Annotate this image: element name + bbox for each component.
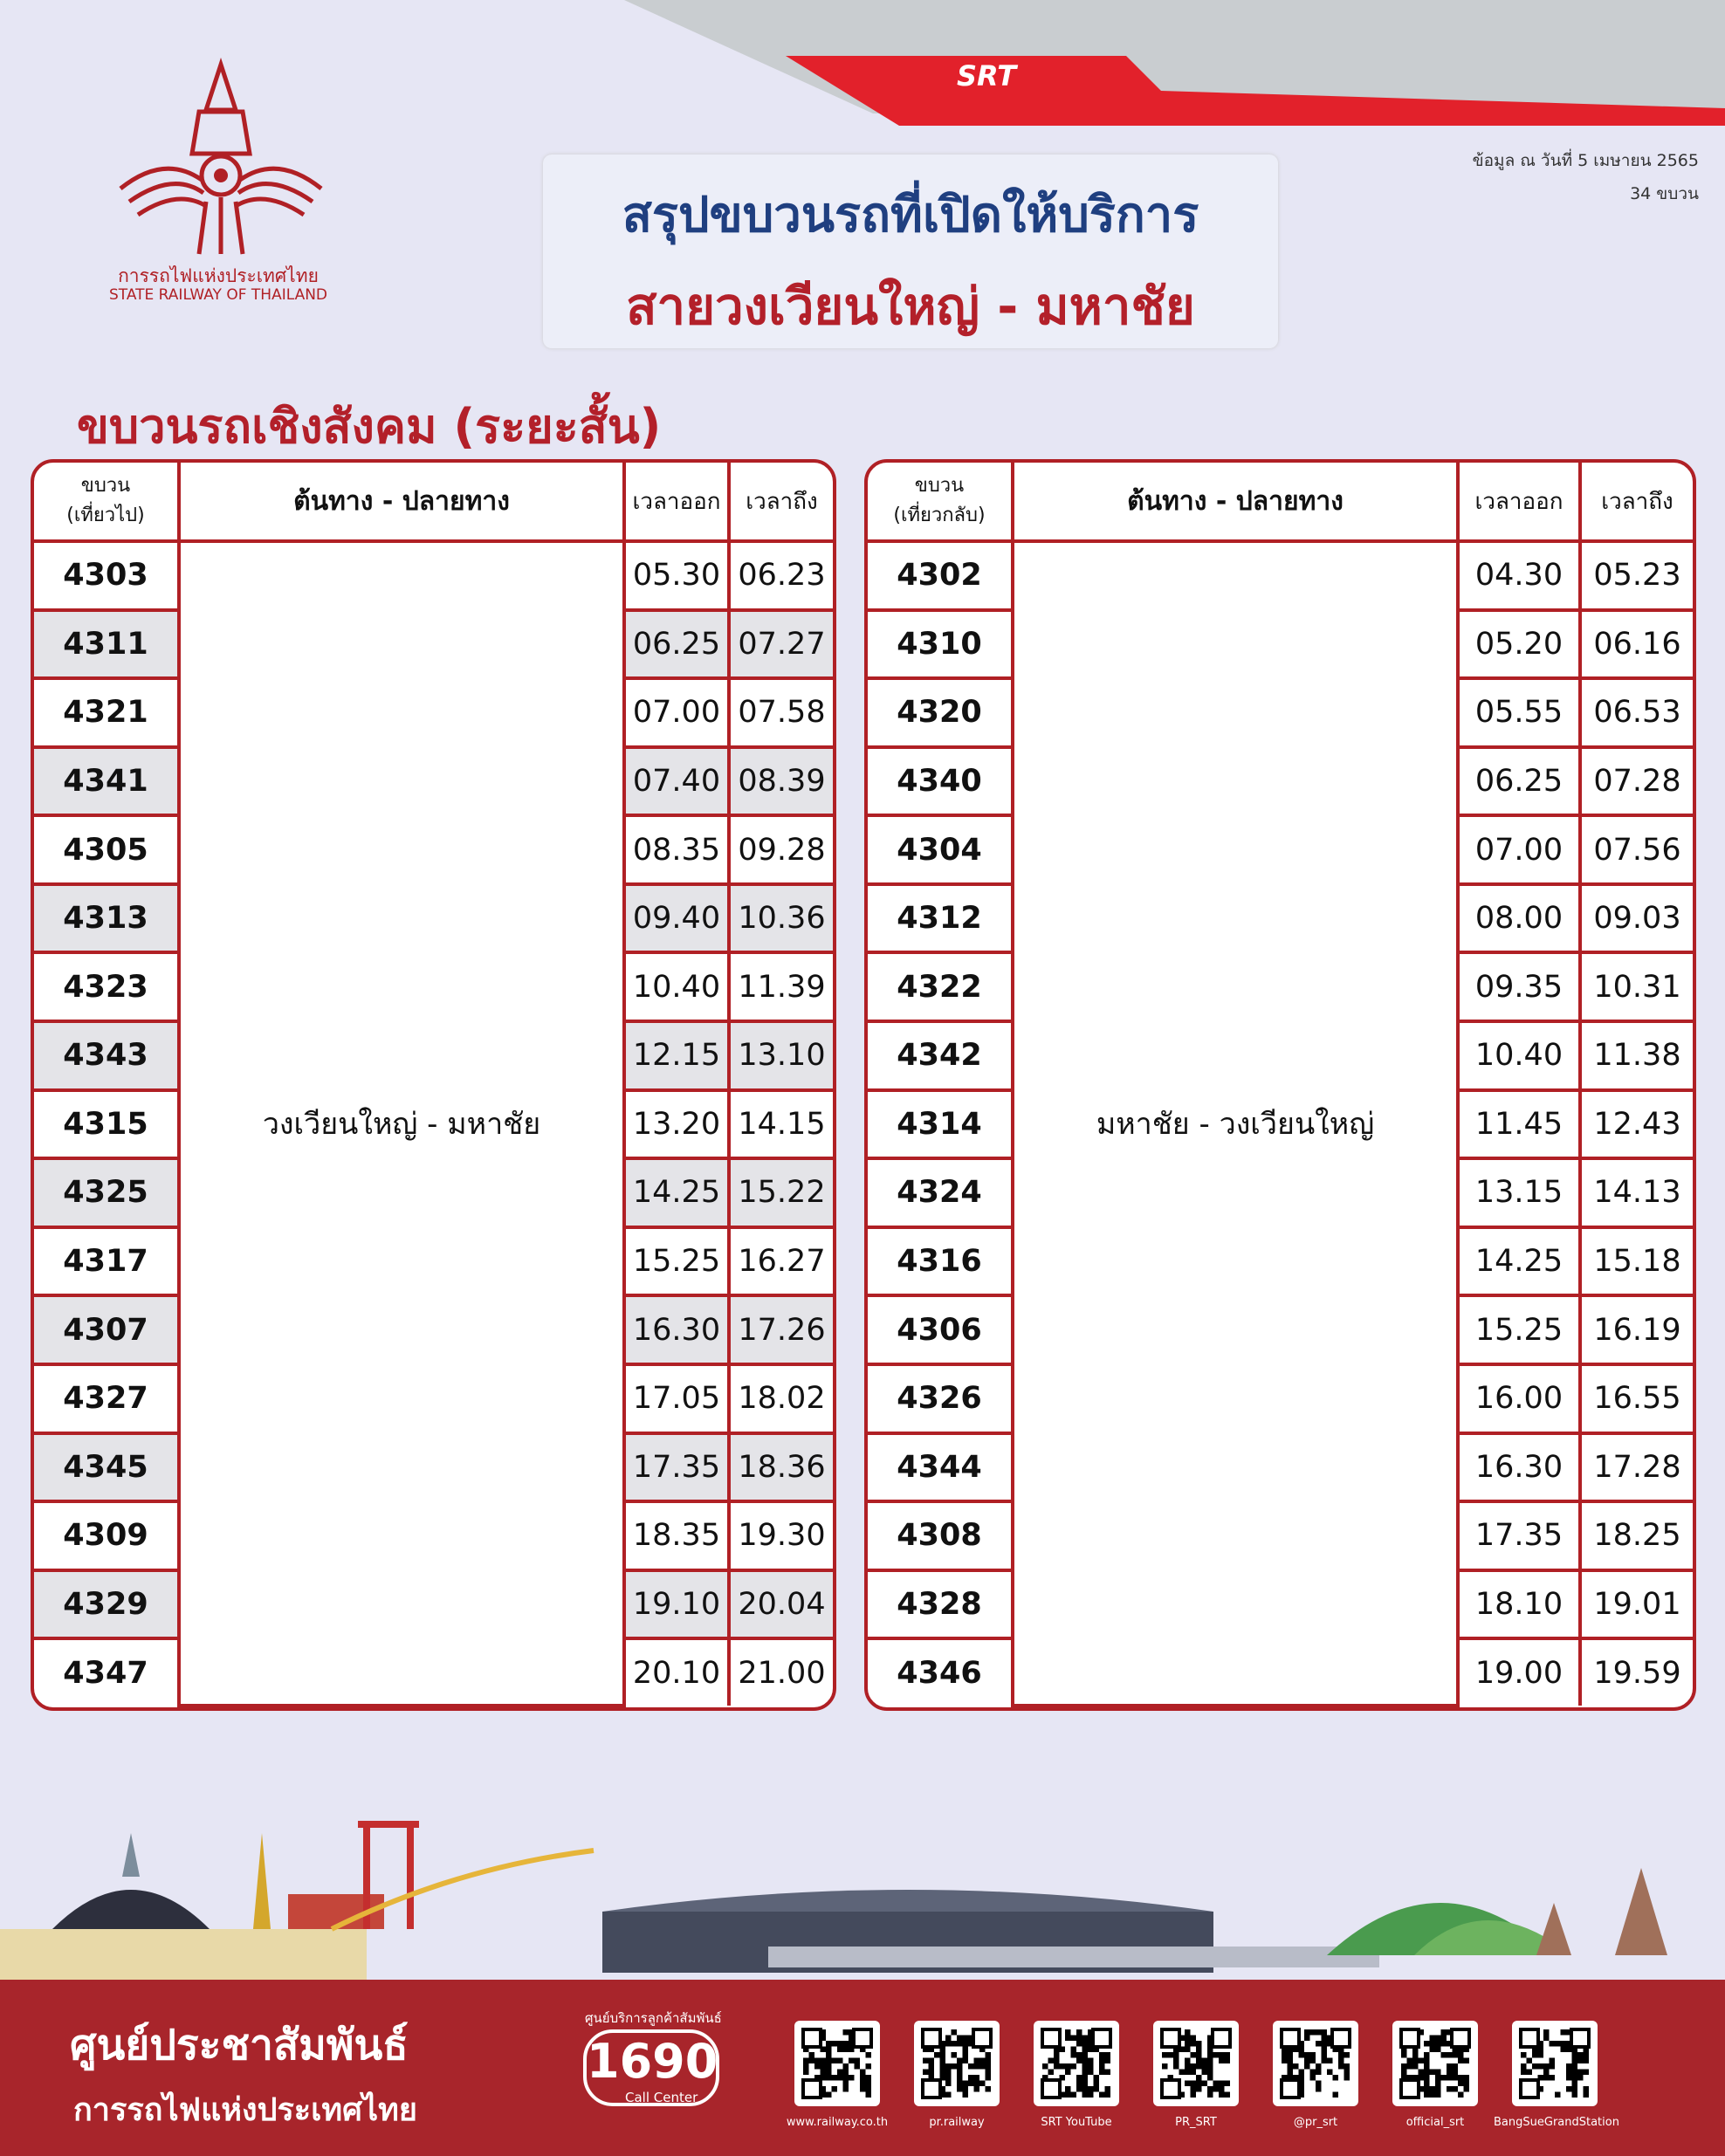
srt-emblem-icon xyxy=(103,58,339,258)
depart-time: 15.25 xyxy=(1458,1295,1580,1364)
train-number: 4340 xyxy=(868,747,1013,816)
depart-time: 07.00 xyxy=(624,678,729,747)
depart-time: 18.35 xyxy=(624,1501,729,1570)
arrive-time: 21.00 xyxy=(729,1638,833,1706)
arrive-time: 20.04 xyxy=(729,1570,833,1639)
arrive-time: 14.13 xyxy=(1580,1158,1693,1227)
train-number: 4308 xyxy=(868,1501,1013,1570)
train-number: 4341 xyxy=(34,747,179,816)
col-depart: เวลาออก xyxy=(1458,463,1580,541)
train-number: 4306 xyxy=(868,1295,1013,1364)
depart-time: 07.40 xyxy=(624,747,729,816)
data-date xyxy=(1473,144,1699,210)
arrive-time: 09.03 xyxy=(1580,884,1693,953)
org-name-en: STATE RAILWAY OF THAILAND xyxy=(108,286,328,304)
qr-label: pr.railway xyxy=(929,2116,985,2129)
depart-time: 09.40 xyxy=(624,884,729,953)
depart-time: 19.10 xyxy=(624,1570,729,1639)
train-number: 4326 xyxy=(868,1364,1013,1433)
qr-label: official_srt xyxy=(1405,2116,1465,2129)
train-count: 34 ขบวน xyxy=(1630,184,1699,203)
train-number: 4346 xyxy=(868,1638,1013,1706)
train-number: 4304 xyxy=(868,815,1013,884)
col-arrive: เวลาถึง xyxy=(1580,463,1693,541)
train-number: 4323 xyxy=(34,952,179,1021)
qr-code-icon[interactable] xyxy=(914,2021,1000,2106)
train-number: 4343 xyxy=(34,1021,179,1090)
arrive-time: 10.31 xyxy=(1580,952,1693,1021)
depart-time: 13.20 xyxy=(624,1090,729,1159)
call-center-number[interactable]: 1690 xyxy=(583,2029,719,2106)
arrive-time: 06.16 xyxy=(1580,610,1693,679)
footer-org: การรถไฟแห่งประเทศไทย xyxy=(73,2092,417,2128)
depart-time: 17.05 xyxy=(624,1364,729,1433)
depart-time: 10.40 xyxy=(624,952,729,1021)
train-number: 4307 xyxy=(34,1295,179,1364)
arrive-time: 17.26 xyxy=(729,1295,833,1364)
title-box xyxy=(543,154,1278,348)
depart-time: 06.25 xyxy=(624,610,729,679)
train-number: 4320 xyxy=(868,678,1013,747)
train-number: 4328 xyxy=(868,1570,1013,1639)
arrive-time: 11.38 xyxy=(1580,1021,1693,1090)
train-number: 4344 xyxy=(868,1433,1013,1502)
arrive-time: 19.01 xyxy=(1580,1570,1693,1639)
arrive-time: 19.59 xyxy=(1580,1638,1693,1706)
qr-label: BangSueGrandStation xyxy=(1494,2116,1619,2129)
train-number: 4315 xyxy=(34,1090,179,1159)
train-number: 4322 xyxy=(868,952,1013,1021)
col-train: ขบวน (เที่ยวกลับ) xyxy=(868,463,1013,541)
depart-time: 14.25 xyxy=(624,1158,729,1227)
col-train: ขบวน (เที่ยวไป) xyxy=(34,463,179,541)
depart-time: 18.10 xyxy=(1458,1570,1580,1639)
train-number: 4327 xyxy=(34,1364,179,1433)
depart-time: 16.30 xyxy=(1458,1433,1580,1502)
train-number: 4314 xyxy=(868,1090,1013,1159)
depart-time: 17.35 xyxy=(1458,1501,1580,1570)
qr-code-icon[interactable] xyxy=(1392,2021,1478,2106)
depart-time: 10.40 xyxy=(1458,1021,1580,1090)
train-number: 4303 xyxy=(34,541,179,610)
depart-time: 19.00 xyxy=(1458,1638,1580,1706)
qr-code-icon[interactable] xyxy=(1153,2021,1239,2106)
arrive-time: 17.28 xyxy=(1580,1433,1693,1502)
col-route: ต้นทาง - ปลายทาง xyxy=(179,463,624,541)
outbound-rows xyxy=(34,541,833,1706)
arrive-time: 18.36 xyxy=(729,1433,833,1502)
arrive-time: 08.39 xyxy=(729,747,833,816)
return-rows xyxy=(868,541,1693,1706)
depart-time: 08.00 xyxy=(1458,884,1580,953)
depart-time: 04.30 xyxy=(1458,541,1580,610)
srt-logo: SRT xyxy=(956,59,1017,93)
train-number: 4313 xyxy=(34,884,179,953)
arrive-time: 15.22 xyxy=(729,1158,833,1227)
arrive-time: 07.28 xyxy=(1580,747,1693,816)
depart-time: 05.30 xyxy=(624,541,729,610)
train-number: 4305 xyxy=(34,815,179,884)
org-name-th: การรถไฟแห่งประเทศไทย xyxy=(118,265,319,286)
depart-time: 06.25 xyxy=(1458,747,1580,816)
train-number: 4302 xyxy=(868,541,1013,610)
depart-time: 05.20 xyxy=(1458,610,1580,679)
arrive-time: 10.36 xyxy=(729,884,833,953)
call-center-sub: Call Center xyxy=(625,2090,698,2105)
arrive-time: 06.53 xyxy=(1580,678,1693,747)
page-subtitle: สายวงเวียนใหญ่ - มหาชัย xyxy=(626,277,1195,336)
arrive-time: 05.23 xyxy=(1580,541,1693,610)
arrive-time: 16.19 xyxy=(1580,1295,1693,1364)
qr-code-icon[interactable] xyxy=(1034,2021,1119,2106)
train-number: 4316 xyxy=(868,1227,1013,1296)
train-number: 4345 xyxy=(34,1433,179,1502)
depart-time: 16.30 xyxy=(624,1295,729,1364)
train-number: 4342 xyxy=(868,1021,1013,1090)
arrive-time: 09.28 xyxy=(729,815,833,884)
return-table xyxy=(864,459,1696,1711)
qr-code-icon[interactable] xyxy=(1273,2021,1358,2106)
qr-label: PR_SRT xyxy=(1175,2116,1217,2129)
depart-time: 17.35 xyxy=(624,1433,729,1502)
arrive-time: 18.25 xyxy=(1580,1501,1693,1570)
train-number: 4312 xyxy=(868,884,1013,953)
depart-time: 20.10 xyxy=(624,1638,729,1706)
train-number: 4324 xyxy=(868,1158,1013,1227)
arrive-time: 19.30 xyxy=(729,1501,833,1570)
route-cell: วงเวียนใหญ่ - มหาชัย xyxy=(179,541,624,1706)
table-row xyxy=(34,541,833,610)
arrive-time: 15.18 xyxy=(1580,1227,1693,1296)
train-number: 4310 xyxy=(868,610,1013,679)
arrive-time: 07.56 xyxy=(1580,815,1693,884)
depart-time: 07.00 xyxy=(1458,815,1580,884)
col-route: ต้นทาง - ปลายทาง xyxy=(1013,463,1458,541)
route-cell: มหาชัย - วงเวียนใหญ่ xyxy=(1013,541,1458,1706)
qr-code-icon[interactable] xyxy=(1512,2021,1598,2106)
train-number: 4321 xyxy=(34,678,179,747)
depart-time: 11.45 xyxy=(1458,1090,1580,1159)
arrive-time: 11.39 xyxy=(729,952,833,1021)
arrive-time: 16.55 xyxy=(1580,1364,1693,1433)
train-number: 4311 xyxy=(34,610,179,679)
arrive-time: 16.27 xyxy=(729,1227,833,1296)
col-depart: เวลาออก xyxy=(624,463,729,541)
depart-time: 05.55 xyxy=(1458,678,1580,747)
depart-time: 13.15 xyxy=(1458,1158,1580,1227)
qr-label: www.railway.co.th xyxy=(786,2116,889,2129)
call-center-label: ศูนย์บริการลูกค้าสัมพันธ์ xyxy=(585,2010,722,2026)
outbound-table xyxy=(31,459,836,1711)
train-number: 4325 xyxy=(34,1158,179,1227)
page-title: สรุปขบวนรถที่เปิดให้บริการ xyxy=(622,187,1199,244)
depart-time: 09.35 xyxy=(1458,952,1580,1021)
depart-time: 14.25 xyxy=(1458,1227,1580,1296)
qr-code-icon[interactable] xyxy=(794,2021,880,2106)
date-line: ข้อมูล ณ วันที่ 5 เมษายน 2565 xyxy=(1472,151,1699,170)
depart-time: 08.35 xyxy=(624,815,729,884)
qr-label: @pr_srt xyxy=(1293,2116,1338,2129)
train-number: 4347 xyxy=(34,1638,179,1706)
train-number: 4329 xyxy=(34,1570,179,1639)
col-arrive: เวลาถึง xyxy=(729,463,833,541)
arrive-time: 14.15 xyxy=(729,1090,833,1159)
city-skyline-illustration xyxy=(0,1816,1725,1981)
depart-time: 16.00 xyxy=(1458,1364,1580,1433)
qr-label: SRT YouTube xyxy=(1041,2116,1112,2129)
arrive-time: 13.10 xyxy=(729,1021,833,1090)
depart-time: 15.25 xyxy=(624,1227,729,1296)
train-number: 4317 xyxy=(34,1227,179,1296)
table-row xyxy=(868,541,1693,610)
arrive-time: 12.43 xyxy=(1580,1090,1693,1159)
arrive-time: 18.02 xyxy=(729,1364,833,1433)
arrive-time: 06.23 xyxy=(729,541,833,610)
train-number: 4309 xyxy=(34,1501,179,1570)
arrive-time: 07.58 xyxy=(729,678,833,747)
depart-time: 12.15 xyxy=(624,1021,729,1090)
arrive-time: 07.27 xyxy=(729,610,833,679)
footer-title: ศูนย์ประชาสัมพันธ์ xyxy=(70,2021,409,2070)
section-heading: ขบวนรถเชิงสังคม (ระยะสั้น) xyxy=(77,399,662,454)
